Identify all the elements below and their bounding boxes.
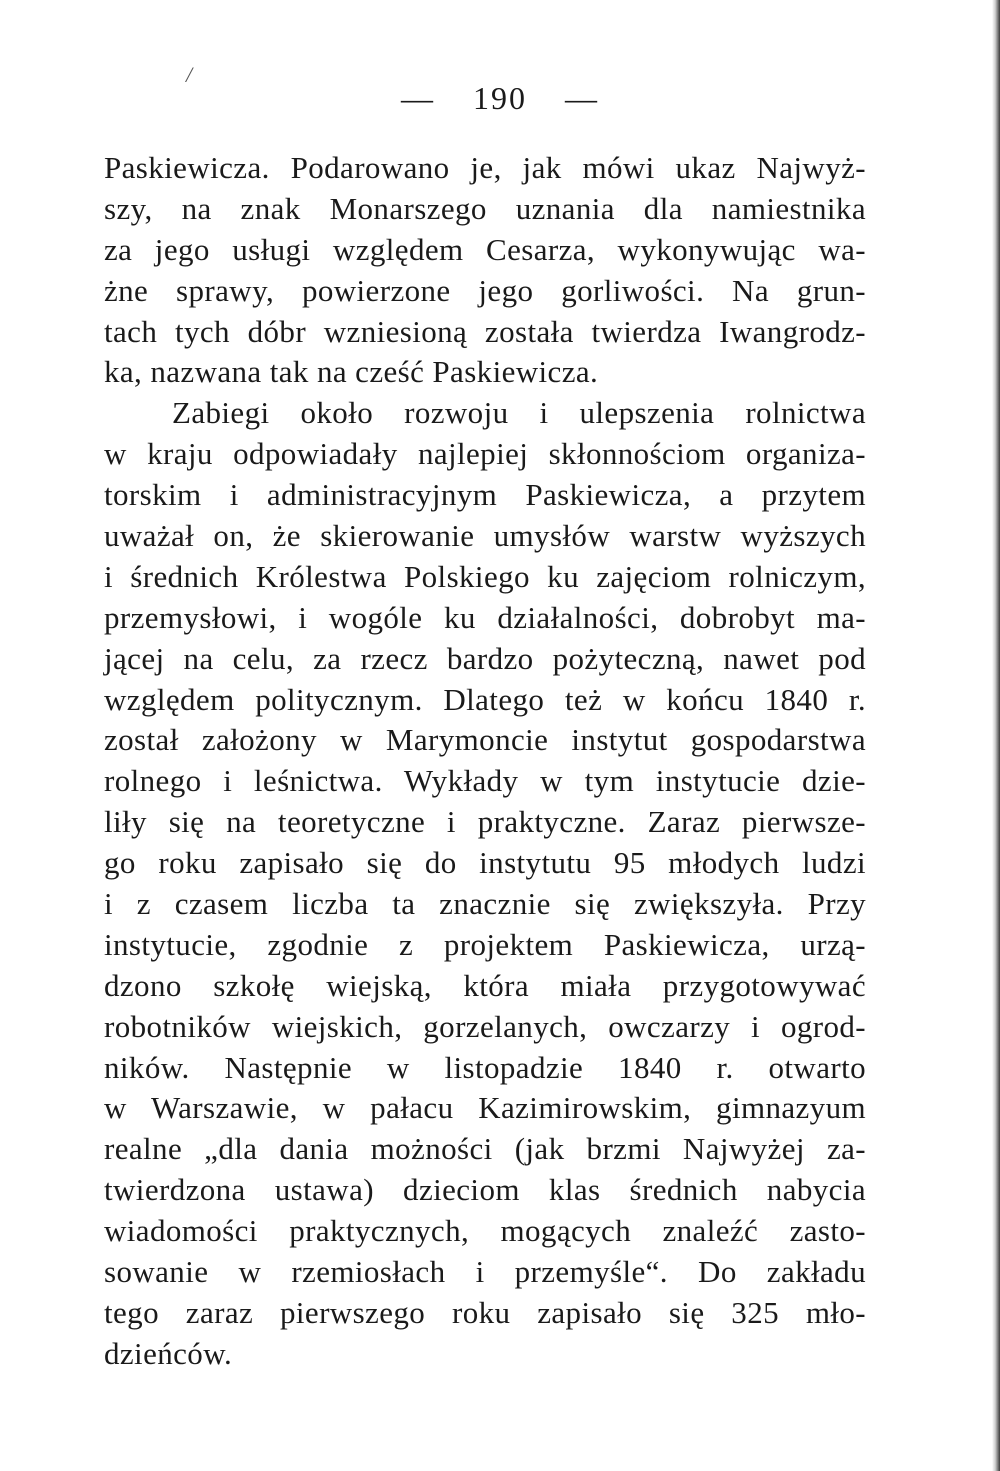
header-dash-left: — [401, 80, 435, 116]
text-line: szy, na znak Monarszego uznania dla namiestnika [104, 190, 866, 226]
text-line: przemysłowi, i wogóle ku działalności, dobrobyt ma- [104, 599, 866, 635]
text-line: torskim i administracyjnym Paskiewicza, a przytem [104, 477, 866, 513]
text-line: liły się na teoretyczne i praktyczne. Zaraz pierwsze- [104, 804, 866, 840]
text-line: i średnich Królestwa Polskiego ku zajęciom rolniczym, [104, 558, 866, 594]
text-line: Paskiewicza. Podarowano je, jak mówi ukaz Najwyż- [104, 150, 866, 185]
text-line: w Warszawie, w pałacu Kazimirowskim, gimnazyum [104, 1090, 866, 1126]
text-line: dzono szkołę wiejską, która miała przygotowywać [104, 967, 866, 1003]
text-line: względem politycznym. Dlatego też w końcu 1840 r. [104, 681, 866, 717]
text-line: i z czasem liczba ta znacznie się zwiększyła. Przy [104, 886, 866, 922]
text-line: realne „dla dania możności (jak brzmi Najwyżej za- [104, 1131, 866, 1167]
paragraph-end-line: ka, nazwana tak na cześć Paskiewicza. [104, 354, 599, 390]
text-line: go roku zapisało się do instytutu 95 młodych ludzi [104, 845, 866, 881]
scan-speck: / [186, 62, 193, 87]
text-line: za jego usługi względem Cesarza, wykonywując wa- [104, 231, 866, 267]
page-number: 190 [473, 80, 527, 116]
text-line: rolnego i leśnictwa. Wykłady w tym instytucie dzie- [104, 763, 866, 799]
paragraph-end-line: dzieńców. [104, 1335, 233, 1371]
text-line: został założony w Marymoncie instytut gospodarstwa [104, 722, 866, 758]
page-header [0, 80, 1000, 117]
text-line: robotników wiejskich, gorzelanych, owczarzy i ogrod- [104, 1008, 866, 1044]
page-binding-edge [992, 0, 1000, 1471]
text-line: żne sprawy, powierzone jego gorliwości. Na grun- [104, 272, 866, 308]
body-text [104, 148, 866, 1375]
text-line: sowanie w rzemiosłach i przemyśle“. Do zakładu [104, 1254, 866, 1290]
text-line: wiadomości praktycznych, mogących znaleźć zasto- [104, 1213, 866, 1249]
text-line: ników. Następnie w listopadzie 1840 r. otwarto [104, 1049, 866, 1085]
text-line: instytucie, zgodnie z projektem Paskiewicza, urzą- [104, 926, 866, 962]
text-line: tego zaraz pierwszego roku zapisało się 325 mło- [104, 1294, 866, 1330]
text-line: jącej na celu, za rzecz bardzo pożyteczną, nawet pod [104, 640, 866, 676]
text-line: w kraju odpowiadały najlepiej skłonnościom organiza- [104, 436, 866, 472]
text-line: uważał on, że skierowanie umysłów warstw wyższych [104, 518, 866, 554]
text-line: twierdzona ustawa) dzieciom klas średnich nabycia [104, 1172, 866, 1208]
header-dash-right: — [565, 80, 599, 116]
text-line: tach tych dóbr wzniesioną została twierdza Iwangrodz- [104, 313, 866, 349]
paragraph-start-line: Zabiegi około rozwoju i ulepszenia rolnictwa [172, 395, 866, 431]
